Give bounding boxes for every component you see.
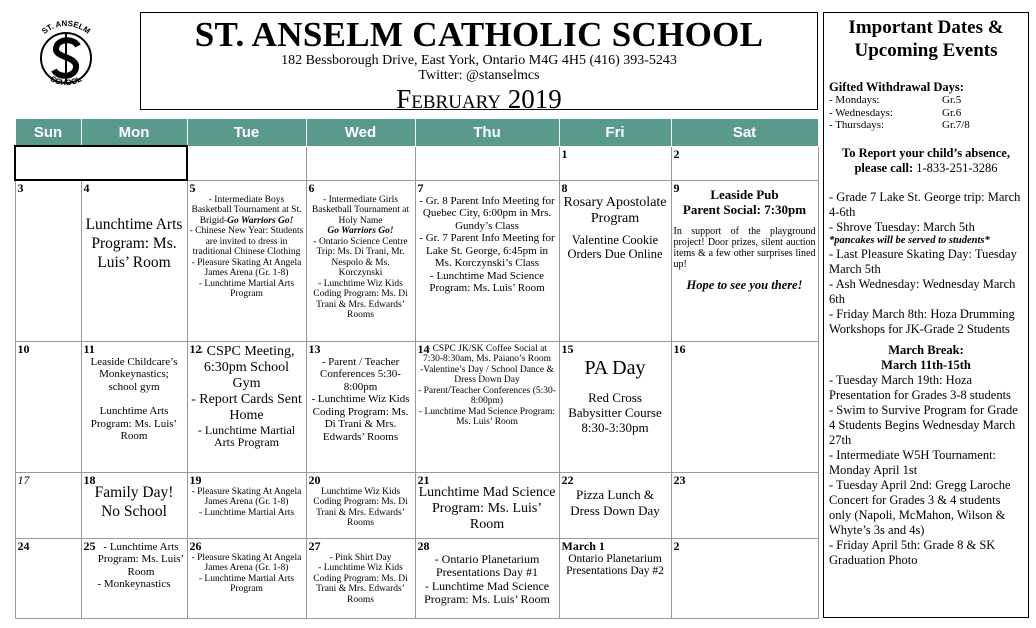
day-cell [671,341,818,472]
event-text: - Lunchtime Mad Science Program: Ms. Luis’ Room [429,269,545,294]
event-text: - Chinese New Year: Students are invited to dress in traditional Chinese Clothing [189,226,304,257]
event-text: Lunchtime Wiz Kids Coding Program: Ms. Di Trani & Mrs. Edwards’ Rooms [313,486,408,528]
event-text: - Ontario Science Centre Trip: Ms. Di Trani, Mr. Nespolo & Ms. Korczynski [313,236,408,278]
day-number: 22 [561,472,574,487]
week-row [15,341,818,472]
event-item: - Shrove Tuesday: March 5th [829,219,975,234]
day-number: 17 [17,472,30,487]
event-text: - Lunchtime Martial Arts Program [198,278,295,299]
weekday-fri: Fri [559,119,671,147]
event-text: - Report Cards Sent Home [191,391,302,423]
day-cell [81,538,187,618]
day-cell [15,341,81,472]
empty-cell [415,146,559,180]
event-text: Lunchtime Mad Science Program: Ms. Luis’ Room [418,484,556,532]
day-cell [559,472,671,538]
event-text: In support of the playground project! Door prizes, silent auction items & a few other surprises lined up! [673,225,816,270]
weekday-mon: Mon [81,119,187,147]
event-text: - Lunchtime Mad Science Program: Ms. Luis’ Room [424,578,550,606]
event-text: Leaside Childcare’s Monkeynastics; school gym [90,355,178,393]
absence-report: To Report your child’s absence, please call: 1-833-251-3286 [842,145,1010,175]
day-number: 13 [308,341,321,356]
logo-bottom-text: SCHOOL [48,74,84,88]
event-text: -Valentine’s Day / School Dance & Dress Down Day [420,364,554,385]
empty-cell [187,146,306,180]
day-cell [415,538,559,618]
day-cell [671,538,818,618]
day-number: 4 [83,181,90,195]
day-number: March 1 [561,538,605,553]
logo-top-text: ST. ANSELM [40,18,92,36]
march-break-title: March Break: [888,342,964,357]
event-text: - Pleasure Skating At Angela James Arena (Gr. 1-8) [191,552,302,573]
week-row [15,538,818,618]
day-number: 16 [673,341,686,356]
event-text: - Pleasure Skating At Angela James Arena (Gr. 1-8) [191,257,302,278]
school-name: ST. ANSELM CATHOLIC SCHOOL [194,15,764,54]
day-number: 10 [17,341,30,356]
event-title: Parent Social: 7:30pm [682,201,807,217]
day-cell [81,341,187,472]
day-number: 27 [308,538,321,553]
event-text: - Pleasure Skating At Angela James Arena (Gr. 1-8) [191,486,302,507]
day-number: 15 [561,341,574,356]
gifted-row: - Mondays: Gr.5 [829,94,962,106]
week-row [15,472,818,538]
day-cell [559,341,671,472]
event-text: - Gr. 7 Parent Info Meeting for Lake St. George, 6:45pm in Ms. Korczynski’s Class [419,232,555,269]
empty-cell [306,146,415,180]
event-text: Pizza Lunch & Dress Down Day [570,486,660,518]
school-address: 182 Bessborough Drive, East York, Ontario M4G 4H5 (416) 393-5243 [281,53,677,68]
event-title: Leaside Pub [710,186,779,202]
event-item: - Friday April 5th: Grade 8 & SK Graduation Photo [829,537,996,567]
event-text: - Lunchtime Martial Arts [198,507,295,518]
event-text: - CSPC JK/SK Coffee Social at 7:30-8:30am, Ms. Paiano’s Room [423,343,551,364]
event-text: - Intermediate Girls Basketball Tournament at Holy Name [311,194,410,226]
weekday-wed: Wed [306,119,415,147]
event-text: Lunchtime Arts Program: Ms. Luis’ Room [85,216,183,271]
day-number: 2 [673,538,680,553]
event-item: - Friday March 8th: Hoza Drumming Workshops for JK-Grade 2 Students [829,306,1015,336]
event-text: Hope to see you there! [686,277,803,292]
day-number: 1 [561,146,568,161]
day-number: 9 [673,180,680,195]
day-cell [187,538,306,618]
day-number: 18 [83,472,96,487]
event-text: - Gr. 8 Parent Info Meeting for Quebec City, 6:00pm in Mrs. Gundy’s Class [419,194,555,232]
day-number: 25 [83,538,96,553]
event-text: Lunchtime Arts Program: Ms. Luis’ Room [90,405,178,442]
day-cell [415,180,559,341]
day-number: 24 [17,538,30,553]
month-title: February 2019 [396,84,562,114]
day-number: 20 [308,472,321,487]
day-number: 7 [417,180,424,195]
weekday-thu: Thu [415,119,559,147]
day-number: 8 [561,180,568,195]
day-cell [81,472,187,538]
day-cell [671,146,818,180]
event-title: PA Day [584,356,646,379]
day-cell [306,341,415,472]
event-text: - Pink Shirt Day [329,552,392,563]
day-number: 5 [189,180,196,195]
day-cell [306,472,415,538]
event-item: - Intermediate W5H Tournament: Monday April 1st [829,447,997,477]
day-cell [187,180,306,341]
day-number: 19 [189,472,202,487]
event-text: Ontario Planetarium Presentations Day #2 [566,552,664,577]
day-number: 23 [673,472,686,487]
day-cell [306,180,415,341]
event-text: - Lunchtime Arts Program: Ms. Luis’ Room [97,540,185,578]
calendar-grid [14,118,819,619]
event-text: - Parent/Teacher Conferences (5:30-8:00pm) [418,385,556,406]
day-cell [559,180,671,341]
panel-title: Important Dates & Upcoming Events [848,17,1004,61]
day-number: 28 [417,538,430,553]
event-text: - Monkeynastics [97,578,171,590]
event-text: Go Warriors Go! [327,226,394,236]
day-number: 6 [308,180,315,195]
school-logo [20,12,112,104]
day-cell [15,538,81,618]
day-cell [306,538,415,618]
day-number: 3 [17,181,24,195]
day-number: 12 [189,341,202,356]
day-number: 26 [189,538,202,553]
school-seal-icon [20,12,112,104]
event-text: - Lunchtime Wiz Kids Coding Program: Ms. Di Trani & Mrs. Edwards’ Rooms [313,278,408,320]
event-text: - Lunchtime Martial Arts Program [198,573,295,594]
event-text: - Lunchtime Wiz Kids Coding Program: Ms. Di Trani & Mrs. Edwards’ Rooms [313,563,408,605]
day-cell [81,180,187,341]
day-number: 21 [417,472,430,487]
event-text: - Ontario Planetarium Presentations Day #1 [434,551,540,579]
important-dates-panel [823,12,1029,618]
event-text: Valentine Cookie Orders Due Online [567,232,663,261]
event-text: Red Cross Babysitter Course 8:30-3:30pm [568,389,662,435]
header-box [140,12,818,114]
event-note: *pancakes will be served to students* [829,234,990,246]
day-cell [187,472,306,538]
week-row [15,180,818,341]
weekday-tue: Tue [187,119,306,147]
empty-cell [15,146,187,180]
event-text: Rosary Apostolate Program [563,194,667,226]
event-item: - Tuesday April 2nd: Gregg Laroche Concert for Grades 3 & 4 students only (Napoli, McMahon, Wilson & Whyte’s 3s and 4s) [829,477,1011,537]
week-row [15,146,818,180]
event-item: - Grade 7 Lake St. George trip: March 4-6th [829,189,1021,219]
day-number: 2 [673,146,680,161]
event-text: - Intermediate Boys Basketball Tournament at St. Brigid-Go Warriors Go! [191,194,302,226]
day-cell [187,341,306,472]
school-twitter: Twitter: @stanselmcs [418,68,540,83]
day-cell [415,472,559,538]
day-cell [15,472,81,538]
march-break-dates: March 11th-15th [881,357,971,372]
day-cell [415,341,559,472]
gifted-title: Gifted Withdrawal Days: [829,80,964,94]
event-text: - CSPC Meeting, 6:30pm School Gym [198,343,295,391]
day-number: 11 [83,341,95,356]
weekday-sun: Sun [15,119,81,147]
event-text: - Lunchtime Martial Arts Program [197,422,296,449]
event-text: - Lunchtime Mad Science Program: Ms. Luis’ Room [418,406,556,427]
day-cell [559,146,671,180]
day-cell [15,180,81,341]
event-item: - Ash Wednesday: Wednesday March 6th [829,276,1016,306]
day-cell [559,538,671,618]
weekday-sat: Sat [671,119,818,147]
event-item: - Tuesday March 19th: Hoza Presentation for Grades 3-8 students [829,372,1011,402]
event-item: - Last Pleasure Skating Day: Tuesday March 5th [829,246,1017,276]
gifted-row: - Thursdays: Gr.7/8 [829,119,970,131]
event-text: - Parent / Teacher Conferences 5:30-8:00pm [320,355,401,393]
event-text: - Lunchtime Wiz Kids Coding Program: Ms. Di Trani & Mrs. Edwards’ Rooms [311,393,410,443]
day-number: 14 [417,341,430,356]
weekday-header [15,119,818,147]
event-title: Family Day! No School [94,483,174,520]
event-item: - Swim to Survive Program for Grade 4 Students Begins Wednesday March 27th [829,402,1018,447]
day-cell [671,180,818,341]
gifted-row: - Wednesdays: Gr.6 [829,106,962,119]
day-cell [671,472,818,538]
